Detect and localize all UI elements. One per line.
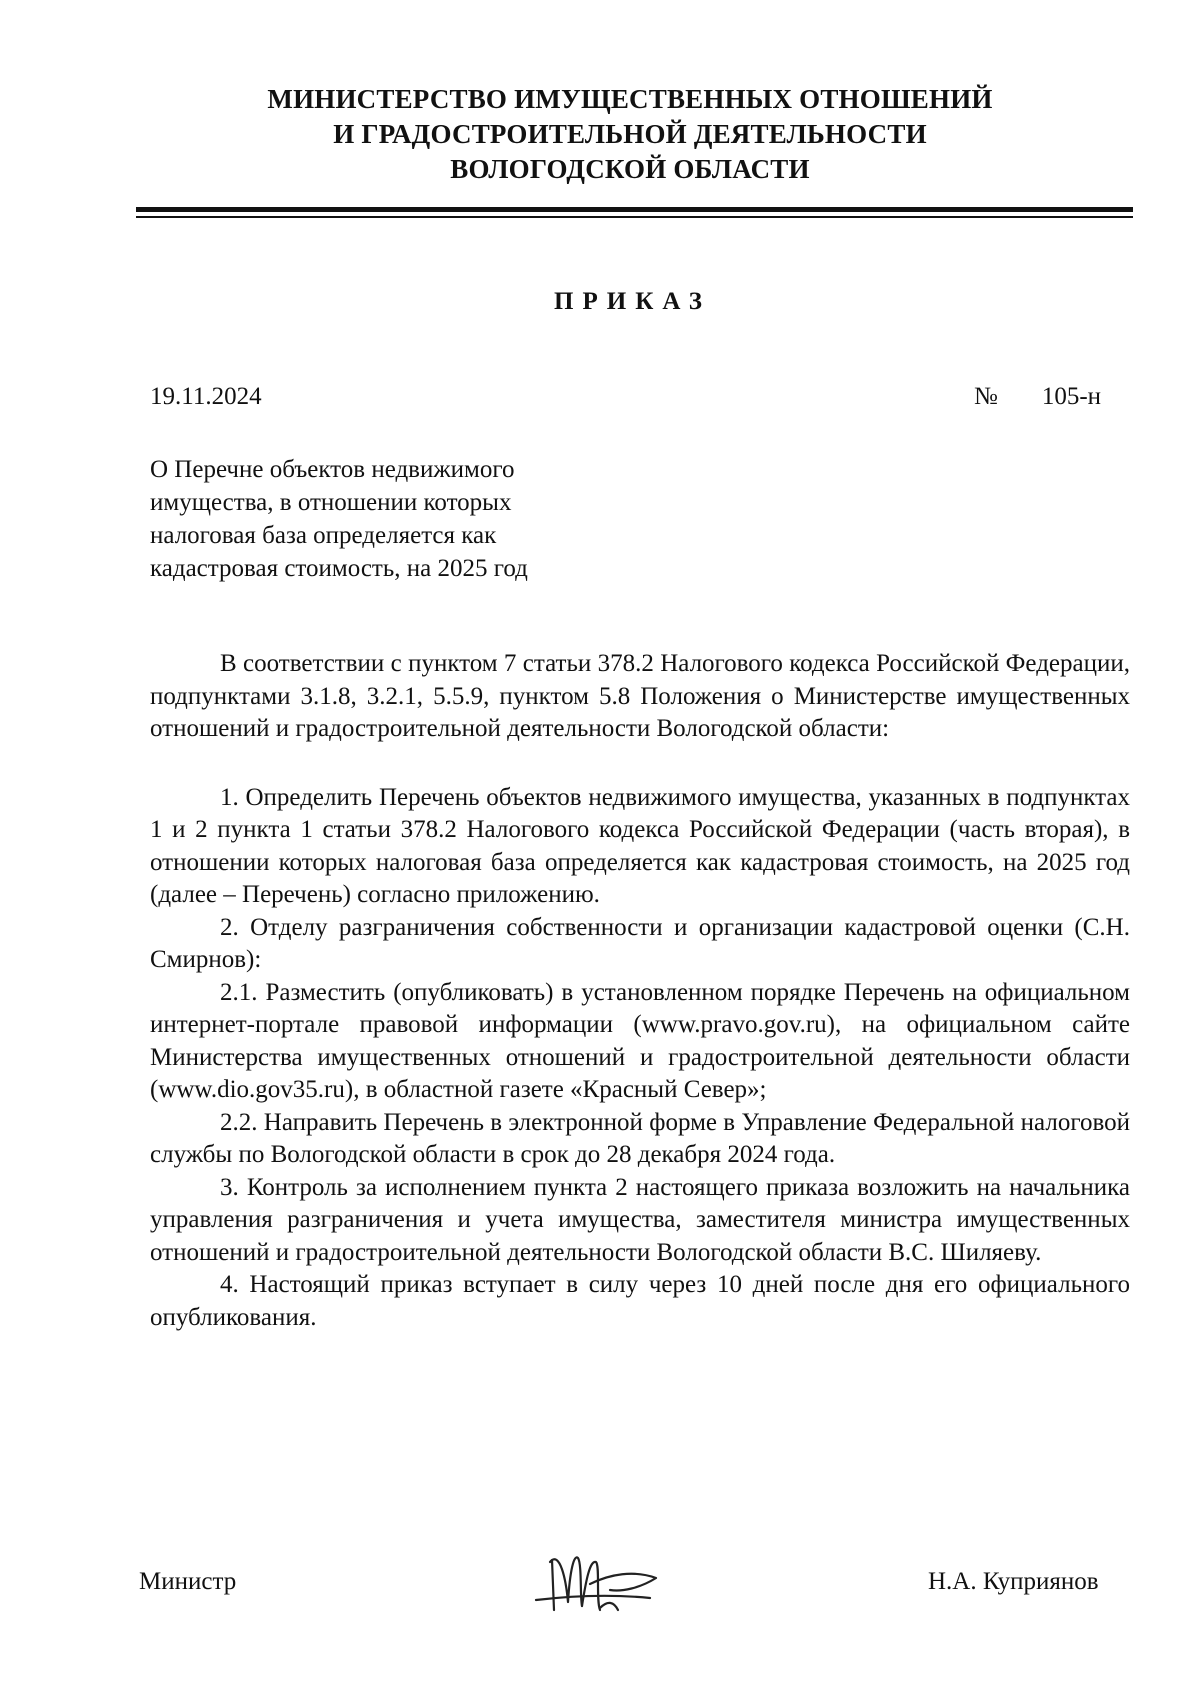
number-value: 105-н xyxy=(1041,383,1102,410)
document-date: 19.11.2024 xyxy=(150,383,262,410)
document-number xyxy=(974,383,1101,411)
subject-line-4: кадастровая стоимость, на 2025 год xyxy=(150,555,528,582)
item-1-paragraph: 1. Определить Перечень объектов недвижимого имущества, указанных в подпунктах 1 и 2 пункта 1 статьи 378.2 Налогового кодекса Российской Федерации (часть вторая), в отношении которых налоговая база определяется как кадастровая стоимость, на 2025 год (далее – Перечень) согласно приложению. xyxy=(150,783,1130,908)
handwritten-signature xyxy=(530,1540,680,1630)
document-body xyxy=(150,648,1130,1334)
number-sign: № xyxy=(974,383,998,410)
signatory-position: Министр xyxy=(139,1568,237,1595)
item-4-paragraph: 4. Настоящий приказ вступает в силу через 10 дней после дня его официального опубликования. xyxy=(150,1271,1130,1331)
document-subject xyxy=(150,453,610,585)
header-line-3: ВОЛОГОДСКОЙ ОБЛАСТИ xyxy=(450,154,810,184)
item-3-paragraph: 3. Контроль за исполнением пункта 2 настоящего приказа возложить на начальника управления разграничения и учета имущества, заместителя министра имущественных отношений и градостроительной деятельности Вологодской области В.С. Шиляеву. xyxy=(150,1173,1130,1266)
signatory-name: Н.А. Куприянов xyxy=(928,1568,1099,1595)
preamble-paragraph: В соответствии с пунктом 7 статьи 378.2 Налогового кодекса Российской Федерации, подпунктами 3.1.8, 3.2.1, 5.5.9, пунктом 5.8 Положения о Министерстве имущественных отношений и градостроительной деятельности Вологодской области: xyxy=(150,650,1130,742)
subject-line-3: налоговая база определяется как xyxy=(150,522,497,549)
header-rule-thin xyxy=(136,216,1133,218)
header-line-2: И ГРАДОСТРОИТЕЛЬНОЙ ДЕЯТЕЛЬНОСТИ xyxy=(333,119,927,149)
item-2-1-paragraph: 2.1. Разместить (опубликовать) в установленном порядке Перечень на официальном интернет-портале правовой информации (www.pravo.gov.ru), на официальном сайте Министерства имущественных отношений и градостроительной деятельности области (www.dio.gov35.ru), в областной газете «Красный Север»; xyxy=(150,978,1130,1103)
subject-line-2: имущества, в отношении которых xyxy=(150,489,512,516)
ministry-header xyxy=(0,82,1200,187)
header-rule-thick xyxy=(136,207,1133,212)
header-line-1: МИНИСТЕРСТВО ИМУЩЕСТВЕННЫХ ОТНОШЕНИЙ xyxy=(267,84,993,114)
item-2-2-paragraph: 2.2. Направить Перечень в электронной форме в Управление Федеральной налоговой службы по Вологодской области в срок до 28 декабря 2024 года. xyxy=(150,1108,1130,1168)
item-2-paragraph: 2. Отделу разграничения собственности и организации кадастровой оценки (С.Н. Смирнов): xyxy=(150,913,1130,973)
document-type-title: ПРИКАЗ xyxy=(554,288,711,315)
subject-line-1: О Перечне объектов недвижимого xyxy=(150,456,515,483)
